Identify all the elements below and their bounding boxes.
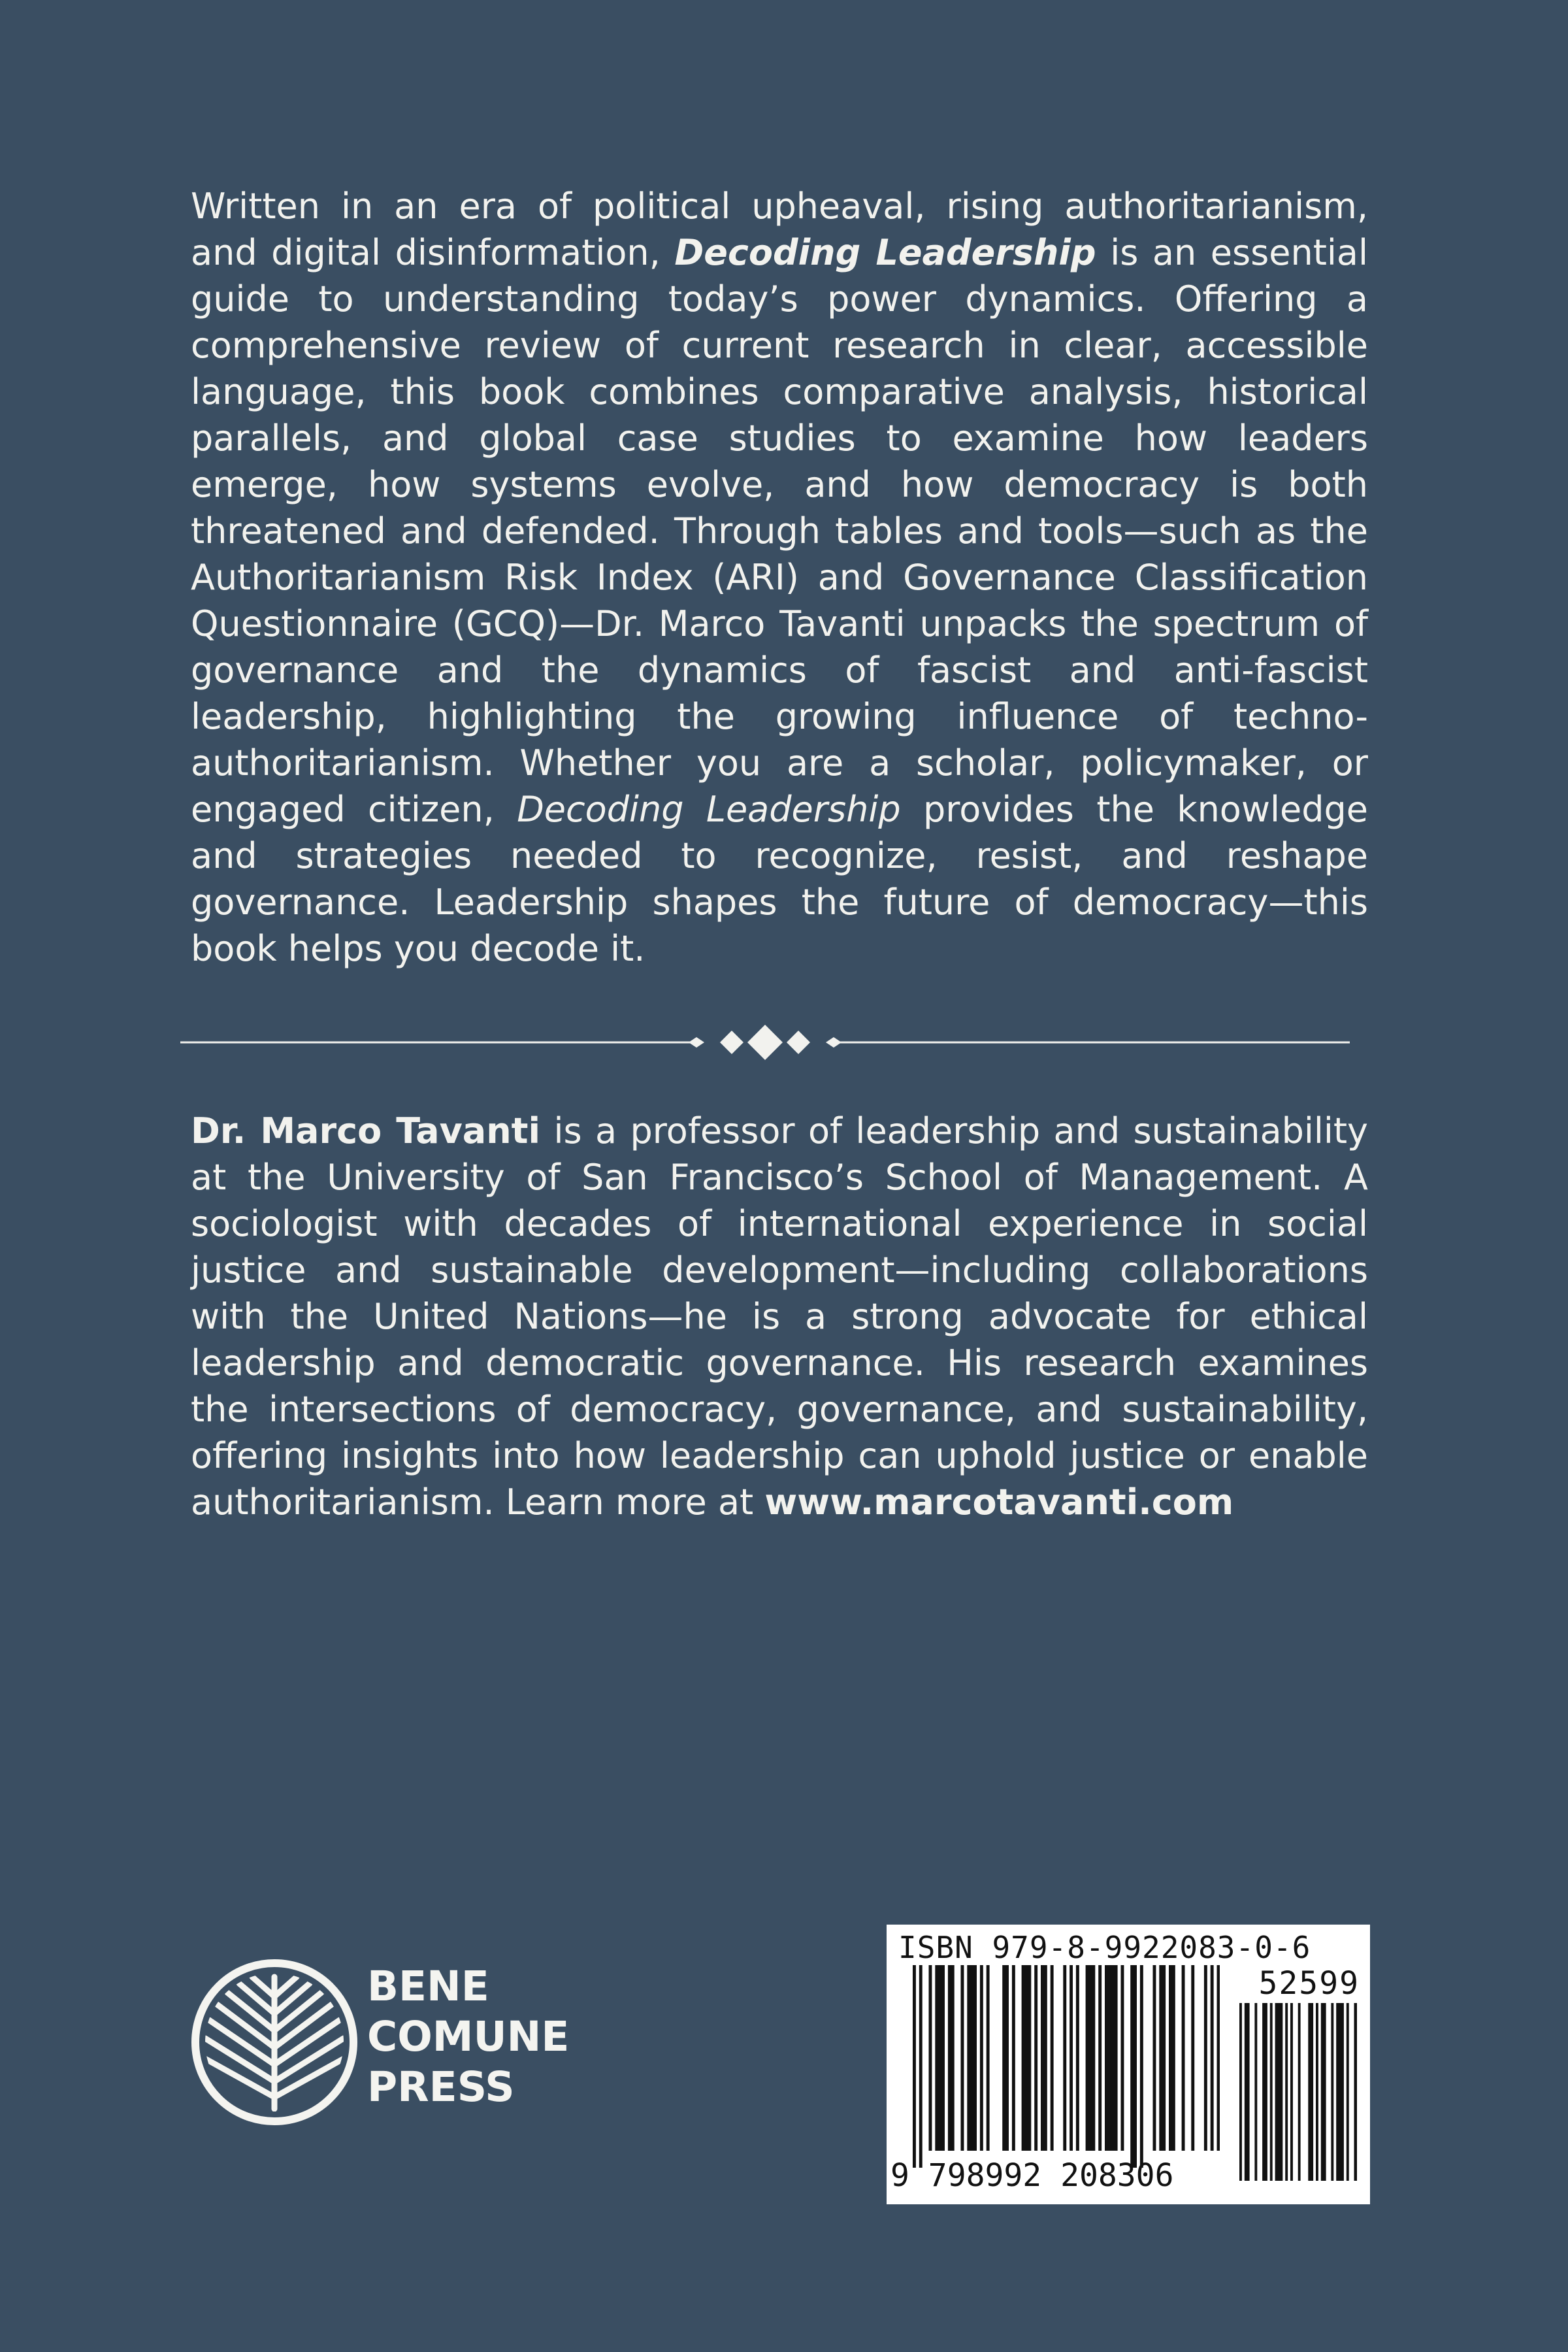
ornamental-divider: [180, 1016, 1350, 1068]
publisher-logo: [189, 1957, 777, 2130]
publisher-line-1: BENE: [367, 1963, 489, 2010]
tree-circle-logo-icon: [189, 1957, 359, 2127]
addon-barcode-bars: [1239, 2003, 1357, 2198]
author-bio-text: is a professor of leadership and sustainability at the University of San Francisco’s School of Management. A sociologist with decades of international experience in social justice and sustainable development—including collaborations with the United Nations—he is a strong advocate for ethical leadership and democratic governance. His research examines the intersections of democracy, governance, and sustainability, offering insights into how leadership can uphold justice or enable authoritarianism. Learn more at: [191, 1110, 1369, 1523]
back-cover-blurb: [191, 183, 1368, 972]
publisher-line-2: COMUNE: [367, 2013, 570, 2061]
blurb-text-1: Written in an era of political upheaval, rising authoritarianism, and digital disinformation,: [191, 186, 1368, 273]
publisher-line-3: PRESS: [367, 2063, 515, 2111]
book-title: Decoding Leadership: [674, 232, 1096, 273]
blurb-text-2: is an essential guide to understanding today’s power dynamics. Offering a comprehensive review of current research in clear, accessible language, this book combines comparative analysis, historical parallels, and global case studies to examine how leaders emerge, how systems evolve, and how democracy is both threatened and defended. Through tables and tools—such as the Authoritarianism Risk Index (ARI) and Governance Classification Questionnaire (GCQ)—Dr. Marco Tavanti unpacks the spectrum of governance and the dynamics of fascist and anti-fascist leadership, highlighting the growing influence of techno-authoritarianism. Whether you are a scholar, policymaker, or engaged citizen,: [191, 232, 1369, 830]
isbn-barcode: [887, 1925, 1370, 2204]
book-title-italic: Decoding Leadership: [517, 789, 901, 830]
ean-digits: 9 798992 208306: [890, 2157, 1174, 2194]
author-name: Dr. Marco Tavanti: [191, 1110, 541, 1151]
isbn-number: ISBN 979-8-9922083-0-6: [898, 1930, 1311, 1965]
price-code: 52599: [1258, 1965, 1360, 2002]
ean-barcode-bars: [913, 1965, 1220, 2168]
author-website: www.marcotavanti.com: [764, 1482, 1234, 1523]
author-bio: [191, 1108, 1368, 1525]
publisher-name: [367, 1961, 569, 2112]
blurb-text-3: provides the knowledge and strategies needed to recognize, resist, and reshape governance. Leadership shapes the future of democracy—this book helps you decode it.: [191, 789, 1369, 969]
